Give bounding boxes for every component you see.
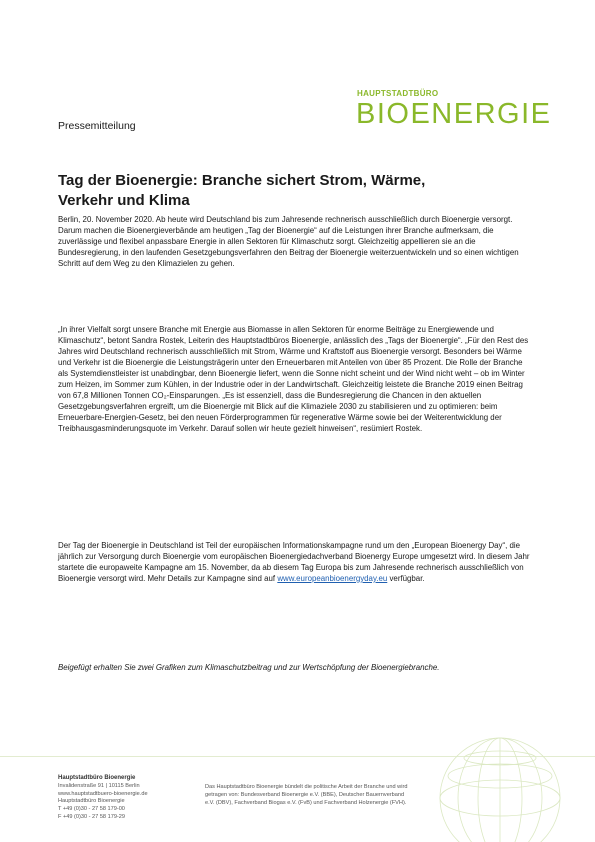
press-release-label: Pressemitteilung: [58, 120, 136, 132]
paragraph-intro: Berlin, 20. November 2020. Ab heute wird Deutschland bis zum Jahresende rechnerisch ausschließlich durch Bioenergie versorgt. Darum machen die Bioenergieverbände am heutigen „Tag der Bioenergie“ auf die Leistungen ihrer Branche aufmerksam, die zuverlässige und flexibel anpassbare Energie in allen Sektoren für Klimaschutz sorgt. Gleichzeitig appellieren sie an die Bundesregierung, in den laufenden Gesetzgebungsverfahren den Beitrag der Bioenergie weiterzuentwickeln und so einen wichtigen Schritt auf dem Weg zu den Klimazielen zu gehen.: [58, 215, 519, 268]
globe-icon: [430, 728, 570, 842]
footer-fax: F +49 (0)30 - 27 58 179-29: [58, 813, 126, 820]
paragraph-campaign: [58, 540, 532, 584]
paragraph-campaign-end: verfügbar.: [389, 574, 425, 583]
headline: Tag der Bioenergie: Branche sichert Strom, Wärme, Verkehr und Klima: [58, 172, 426, 209]
logo-wordmark: BIOENERGIE: [356, 98, 552, 130]
paragraph-quote: „In ihrer Vielfalt sorgt unsere Branche mit Energie aus Biomasse in allen Sektoren für enorme Beiträge zu Energiewende und Klimaschutz“, betont Sandra Rostek, Leiterin des Hauptstadtbüros Bioenergie, anlässlich des „Tags der Bioenergie“. „Für den Rest des Jahres wird Deutschland rechnerisch ausschließlich mit Strom, Wärme und Kraftstoff aus Bioenergie versorgt. Besonders bei Wärme und Verkehr ist die Bioenergie die Leistungsträgerin unter den Erneuerbaren mit Anteilen von über 85 Prozent. Die Rolle der Branche als Systemdienstleister ist unabdingbar, denn Bioenergie liefert, wenn die Sonne nicht scheint und der Wind nicht weht – ob im Winter zum Heizen, im Sommer zum Kühlen, in der Industrie oder in der Landwirtschaft. Gleichzeitig leistete die Branche 2019 einen Beitrag von 67,8 Millionen Tonnen CO₂-Einsparungen. „Es ist essenziell, dass die Bundesregierung die Chancen in den aktuellen Gesetzgebungsverfahren ergreift, um die Bioenergie mit Blick auf die Klimaziele 2030 zu stabilisieren und zu optimieren: beim Erneuerbare-Energien-Gesetz, bei den neuen Förderprogrammen für regenerative Wärme sowie bei der Weiterentwicklung der Treibhausgasminderungsquote im Verkehr. Darauf sollen wir heute gezielt hinweisen“, resümiert Rostek.: [58, 325, 529, 433]
footer-org-line: Hauptstadtbüro Bioenergie: [58, 798, 125, 805]
footer-phone: T +49 (0)30 - 27 58 179-00: [58, 806, 125, 813]
footer-website[interactable]: www.hauptstadtbuero-bioenergie.de: [58, 790, 148, 797]
campaign-link[interactable]: www.europeanbioenergyday.eu: [277, 574, 388, 583]
footer-org-name: Hauptstadtbüro Bioenergie: [58, 775, 136, 781]
footer-address: Invalidenstraße 91 | 10115 Berlin: [58, 782, 140, 789]
logo-subtitle: HAUPTSTADTBÜRO: [357, 89, 439, 98]
paragraph-campaign-text: Der Tag der Bioenergie in Deutschland ist Teil der europäischen Informationskampagne rund um den „European Bioenergy Day“, die jährlich zur Versorgung durch Bioenergie vom europäischen Bioenergiedachverband Bioenergy Europe umgesetzt wird. In diesem Jahr startete die europaweite Kampagne am 15. November, da ab diesem Tag Europa bis zum Jahresende rechnerisch ausschließlich von Bioenergie versorgt wird. Mehr Details zur Kampagne sind auf: [58, 541, 530, 583]
footer-contact: [58, 775, 148, 822]
attachment-note: Beigefügt erhalten Sie zwei Grafiken zum Klimaschutzbeitrag und zur Wertschöpfung der Bioenergiebranche.: [58, 663, 440, 672]
footer-about: Das Hauptstadtbüro Bioenergie bündelt die politische Arbeit der Branche und wird getragen von: Bundesverband Bioenergie e.V. (BBE), Deutscher Bauernverband e.V. (DBV), Fachverband Biogas e.V. (FvB) und Fachverband Holzenergie (FVH).: [205, 784, 408, 806]
